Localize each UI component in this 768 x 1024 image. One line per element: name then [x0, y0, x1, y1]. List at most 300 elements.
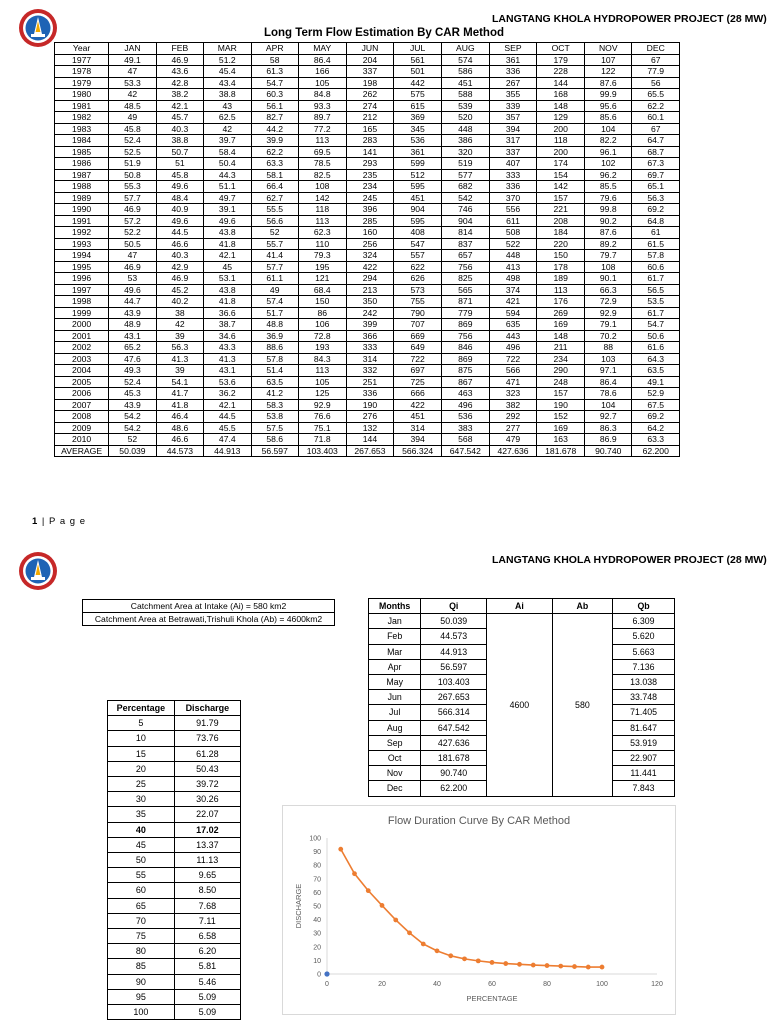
series-line: [341, 849, 602, 967]
table-cell: 615: [394, 100, 442, 112]
discharge-cell: 30.26: [174, 792, 240, 807]
table-cell: 682: [441, 181, 489, 193]
table-cell: 314: [394, 422, 442, 434]
column-header: AUG: [441, 43, 489, 55]
table-cell: 867: [441, 376, 489, 388]
table-cell: 1983: [55, 123, 109, 135]
table-cell: 142: [298, 192, 346, 204]
table-cell: 56.597: [251, 445, 298, 457]
table-cell: 386: [441, 135, 489, 147]
col-percentage: Percentage: [108, 701, 175, 716]
table-row: [55, 77, 680, 89]
table-cell: 104: [585, 399, 632, 411]
table-cell: 520: [441, 112, 489, 124]
table-cell: 39.9: [251, 135, 298, 147]
table-cell: 317: [489, 135, 537, 147]
table-header-row: [369, 599, 675, 614]
table-cell: 54.2: [109, 422, 156, 434]
table-cell: 565: [441, 284, 489, 296]
y-tick-label: 0: [317, 971, 321, 979]
table-cell: 50.8: [109, 169, 156, 181]
percentage-cell: 100: [108, 1005, 175, 1020]
table-cell: 36.9: [251, 330, 298, 342]
table-cell: 566: [489, 365, 537, 377]
table-cell: 421: [489, 296, 537, 308]
table-cell: 44.5: [204, 411, 251, 423]
column-header: MAR: [204, 43, 251, 55]
table-cell: 442: [394, 77, 442, 89]
month-cell: Jul: [369, 705, 421, 720]
table-row: [108, 853, 241, 868]
percentage-cell: 75: [108, 929, 175, 944]
table-cell: 61.3: [251, 66, 298, 78]
table-cell: 86.9: [585, 434, 632, 446]
table-cell: 1995: [55, 261, 109, 273]
table-cell: 86.4: [298, 54, 346, 66]
table-row: [55, 353, 680, 365]
table-row: [108, 883, 241, 898]
table-cell: 69.2: [632, 204, 680, 216]
page-number: 1: [32, 516, 39, 527]
table-cell: 556: [489, 204, 537, 216]
table-cell: 1981: [55, 100, 109, 112]
table-cell: 87.6: [585, 77, 632, 89]
table-cell: 48.6: [156, 422, 203, 434]
origin-point: [324, 971, 329, 976]
table-cell: 43.3: [204, 342, 251, 354]
y-tick-label: 30: [313, 930, 321, 938]
table-cell: 38: [156, 307, 203, 319]
table-cell: 522: [489, 238, 537, 250]
table-cell: 45.2: [156, 284, 203, 296]
table-cell: 566.324: [394, 445, 442, 457]
table-cell: 43.8: [204, 284, 251, 296]
table-cell: 200: [537, 123, 585, 135]
table-cell: 1998: [55, 296, 109, 308]
table-cell: 39.1: [204, 204, 251, 216]
table-cell: 471: [489, 376, 537, 388]
column-header: Year: [55, 43, 109, 55]
table-cell: 635: [489, 319, 537, 331]
table-cell: 46.6: [156, 238, 203, 250]
table-row: [108, 746, 241, 761]
chart-title: Flow Duration Curve By CAR Method: [387, 815, 571, 827]
table-cell: 44.573: [156, 445, 203, 457]
table-cell: 1978: [55, 66, 109, 78]
y-tick-label: 40: [313, 917, 321, 925]
table-cell: 2006: [55, 388, 109, 400]
table-cell: 542: [441, 192, 489, 204]
table-cell: 39: [156, 330, 203, 342]
discharge-cell: 91.79: [174, 716, 240, 731]
table-row: [55, 422, 680, 434]
table-row: [55, 227, 680, 239]
discharge-cell: 5.09: [174, 989, 240, 1004]
table-cell: 320: [441, 146, 489, 158]
table-cell: 53.6: [204, 376, 251, 388]
page-title: Long Term Flow Estimation By CAR Method: [263, 27, 504, 39]
data-point: [545, 963, 550, 968]
table-cell: 43.1: [204, 365, 251, 377]
table-cell: 413: [489, 261, 537, 273]
table-cell: 647.542: [441, 445, 489, 457]
table-cell: 339: [489, 100, 537, 112]
table-row: [55, 146, 680, 158]
table-cell: 46.9: [109, 261, 156, 273]
table-cell: 72.8: [298, 330, 346, 342]
table-cell: 41.2: [251, 388, 298, 400]
chart-svg: [283, 806, 675, 1014]
table-cell: 574: [441, 54, 489, 66]
table-cell: 407: [489, 158, 537, 170]
column-header: NOV: [585, 43, 632, 55]
column-header: DEC: [632, 43, 680, 55]
table-cell: 62.2: [632, 100, 680, 112]
qi-cell: 62.200: [421, 781, 487, 796]
table-cell: 228: [537, 66, 585, 78]
table-cell: 57.5: [251, 422, 298, 434]
table-cell: 2008: [55, 411, 109, 423]
table-cell: 43.9: [109, 399, 156, 411]
table-cell: 118: [537, 135, 585, 147]
table-cell: 61: [632, 227, 680, 239]
ai-value: 4600: [487, 614, 552, 796]
table-cell: 52.4: [109, 135, 156, 147]
table-cell: 63.5: [632, 365, 680, 377]
table-cell: 394: [394, 434, 442, 446]
table-cell: 245: [346, 192, 394, 204]
table-cell: 113: [537, 284, 585, 296]
month-cell: May: [369, 675, 421, 690]
table-cell: 88.6: [251, 342, 298, 354]
table-cell: 108: [298, 181, 346, 193]
discharge-cell: 39.72: [174, 777, 240, 792]
table-cell: 496: [441, 399, 489, 411]
qb-cell: 5.620: [613, 629, 675, 644]
table-row: [108, 974, 241, 989]
discharge-cell: 7.68: [174, 898, 240, 913]
table-cell: 190: [346, 399, 394, 411]
table-cell: 337: [346, 66, 394, 78]
percentage-cell: 65: [108, 898, 175, 913]
x-tick-label: 100: [596, 981, 608, 988]
table-cell: 46.6: [156, 434, 203, 446]
table-cell: 46.4: [156, 411, 203, 423]
qi-cell: 647.542: [421, 720, 487, 735]
table-cell: 2005: [55, 376, 109, 388]
table-cell: 92.9: [585, 307, 632, 319]
table-cell: 366: [346, 330, 394, 342]
table-cell: 622: [394, 261, 442, 273]
table-row: [55, 215, 680, 227]
table-row: [55, 181, 680, 193]
table-cell: 45.3: [109, 388, 156, 400]
data-point: [352, 871, 357, 876]
table-cell: 169: [537, 422, 585, 434]
table-cell: 332: [346, 365, 394, 377]
table-cell: 904: [394, 204, 442, 216]
table-cell: 43.4: [204, 77, 251, 89]
table-cell: 40.3: [156, 250, 203, 262]
table-cell: 53.3: [109, 77, 156, 89]
table-cell: 68.7: [632, 146, 680, 158]
table-cell: 49.1: [632, 376, 680, 388]
table-cell: 129: [537, 112, 585, 124]
table-cell: 211: [537, 342, 585, 354]
y-tick-label: 60: [313, 889, 321, 897]
column-header: APR: [251, 43, 298, 55]
table-cell: 274: [346, 100, 394, 112]
table-cell: 422: [346, 261, 394, 273]
month-cell: Jun: [369, 690, 421, 705]
table-cell: 557: [394, 250, 442, 262]
table-cell: 84.8: [298, 89, 346, 101]
y-tick-label: 90: [313, 849, 321, 857]
table-cell: 56.6: [251, 215, 298, 227]
table-cell: 34.6: [204, 330, 251, 342]
table-cell: 45.4: [204, 66, 251, 78]
table-cell: 41.3: [156, 353, 203, 365]
table-cell: 49.6: [156, 215, 203, 227]
table-cell: 276: [346, 411, 394, 423]
table-cell: 370: [489, 192, 537, 204]
table-row: [55, 204, 680, 216]
table-cell: 152: [537, 411, 585, 423]
table-cell: 56.3: [156, 342, 203, 354]
table-cell: 62.7: [251, 192, 298, 204]
table-cell: 141: [346, 146, 394, 158]
qb-cell: 33.748: [613, 690, 675, 705]
table-cell: 722: [394, 353, 442, 365]
percentage-cell: 95: [108, 989, 175, 1004]
table-cell: 626: [394, 273, 442, 285]
table-row: [55, 330, 680, 342]
table-cell: 190: [537, 399, 585, 411]
data-point: [435, 948, 440, 953]
table-row: [55, 54, 680, 66]
table-cell: 195: [298, 261, 346, 273]
table-header-row: [55, 43, 680, 55]
table-cell: 93.3: [298, 100, 346, 112]
table-row: [55, 261, 680, 273]
month-cell: Apr: [369, 659, 421, 674]
table-cell: 508: [489, 227, 537, 239]
table-cell: 69.5: [298, 146, 346, 158]
percentage-cell: 25: [108, 777, 175, 792]
table-cell: 132: [346, 422, 394, 434]
table-cell: 42: [204, 123, 251, 135]
table-cell: 1993: [55, 238, 109, 250]
table-cell: 200: [537, 146, 585, 158]
table-cell: 262: [346, 89, 394, 101]
table-cell: 55.3: [109, 181, 156, 193]
table-cell: 51.7: [251, 307, 298, 319]
table-cell: 179: [537, 54, 585, 66]
table-cell: 92.7: [585, 411, 632, 423]
table-cell: 113: [298, 215, 346, 227]
table-cell: 333: [489, 169, 537, 181]
table-cell: 43.9: [109, 307, 156, 319]
table-cell: 234: [346, 181, 394, 193]
data-point: [366, 888, 371, 893]
table-cell: 62.5: [204, 112, 251, 124]
table-row: [108, 989, 241, 1004]
table-cell: 208: [537, 215, 585, 227]
table-cell: 422: [394, 399, 442, 411]
table-cell: 64.7: [632, 135, 680, 147]
col-ab: Ab: [552, 599, 612, 614]
discharge-cell: 11.13: [174, 853, 240, 868]
percentage-cell: 60: [108, 883, 175, 898]
table-cell: 333: [346, 342, 394, 354]
project-header: LANGTANG KHOLA HYDROPOWER PROJECT (28 MW): [492, 554, 767, 566]
percentage-cell: 90: [108, 974, 175, 989]
table-row: [55, 284, 680, 296]
table-cell: 1985: [55, 146, 109, 158]
table-cell: 85.6: [585, 112, 632, 124]
month-cell: Mar: [369, 644, 421, 659]
y-tick-label: 80: [313, 862, 321, 870]
table-cell: 110: [298, 238, 346, 250]
table-cell: 62.2: [251, 146, 298, 158]
table-cell: 294: [346, 273, 394, 285]
table-cell: 50.6: [632, 330, 680, 342]
table-cell: 277: [489, 422, 537, 434]
table-cell: 657: [441, 250, 489, 262]
column-header: JAN: [109, 43, 156, 55]
table-cell: 76.6: [298, 411, 346, 423]
table-row: [55, 307, 680, 319]
qb-cell: 71.405: [613, 705, 675, 720]
project-header: LANGTANG KHOLA HYDROPOWER PROJECT (28 MW): [492, 13, 767, 25]
table-cell: 53.8: [251, 411, 298, 423]
table-cell: 42.1: [204, 399, 251, 411]
table-cell: 292: [489, 411, 537, 423]
table-row: [55, 238, 680, 250]
column-header: JUN: [346, 43, 394, 55]
x-tick-label: 40: [433, 981, 441, 988]
table-cell: 54.7: [632, 319, 680, 331]
table-cell: 324: [346, 250, 394, 262]
table-cell: 498: [489, 273, 537, 285]
table-cell: 55.7: [251, 238, 298, 250]
table-cell: 60.3: [251, 89, 298, 101]
table-cell: 41.4: [251, 250, 298, 262]
qi-cell: 90.740: [421, 766, 487, 781]
table-cell: 1986: [55, 158, 109, 170]
table-cell: 577: [441, 169, 489, 181]
table-row: [108, 837, 241, 852]
table-cell: 666: [394, 388, 442, 400]
table-cell: 70.2: [585, 330, 632, 342]
table-cell: 248: [537, 376, 585, 388]
table-cell: 57.7: [251, 261, 298, 273]
data-point: [558, 964, 563, 969]
table-cell: 49: [109, 112, 156, 124]
table-cell: 63.3: [251, 158, 298, 170]
table-cell: 1977: [55, 54, 109, 66]
x-tick-label: 0: [325, 981, 329, 988]
table-cell: 67: [632, 54, 680, 66]
table-cell: 58.4: [204, 146, 251, 158]
table-row: [55, 411, 680, 423]
table-cell: 60.1: [632, 112, 680, 124]
percentage-cell: 10: [108, 731, 175, 746]
table-cell: 39.7: [204, 135, 251, 147]
table-cell: 45.8: [156, 169, 203, 181]
table-cell: 871: [441, 296, 489, 308]
table-cell: 50.4: [204, 158, 251, 170]
table-cell: 869: [441, 319, 489, 331]
table-cell: 61.5: [632, 238, 680, 250]
table-cell: 54.1: [156, 376, 203, 388]
percentage-cell: 85: [108, 959, 175, 974]
table-cell: 336: [346, 388, 394, 400]
table-cell: 40.2: [156, 296, 203, 308]
table-cell: 41.3: [204, 353, 251, 365]
table-cell: 48.5: [109, 100, 156, 112]
table-cell: 84.3: [298, 353, 346, 365]
table-cell: 79.3: [298, 250, 346, 262]
table-cell: 62.200: [632, 445, 680, 457]
table-cell: 57.4: [251, 296, 298, 308]
table-cell: 50.7: [156, 146, 203, 158]
monthly-flow-table: [368, 598, 675, 797]
table-cell: 242: [346, 307, 394, 319]
data-point: [531, 963, 536, 968]
table-row: [108, 913, 241, 928]
average-row: [55, 445, 680, 457]
table-cell: 82.5: [298, 169, 346, 181]
discharge-cell: 6.20: [174, 944, 240, 959]
qb-cell: 81.647: [613, 720, 675, 735]
table-cell: 44.913: [204, 445, 251, 457]
table-cell: 1999: [55, 307, 109, 319]
percentage-cell: 55: [108, 868, 175, 883]
table-row: [55, 250, 680, 262]
table-cell: 46.9: [156, 273, 203, 285]
qb-cell: 53.919: [613, 735, 675, 750]
table-cell: 63.5: [251, 376, 298, 388]
table-cell: 75.1: [298, 422, 346, 434]
table-cell: 157: [537, 192, 585, 204]
table-cell: 49.6: [156, 181, 203, 193]
qb-cell: 7.136: [613, 659, 675, 674]
ab-value: 580: [552, 614, 612, 796]
table-cell: 42.9: [156, 261, 203, 273]
month-cell: Oct: [369, 751, 421, 766]
table-cell: 1979: [55, 77, 109, 89]
percentage-cell: 40: [108, 822, 175, 837]
discharge-cell: 22.07: [174, 807, 240, 822]
data-point: [393, 918, 398, 923]
table-cell: 96.2: [585, 169, 632, 181]
qi-cell: 427.636: [421, 735, 487, 750]
discharge-cell: 17.02: [174, 822, 240, 837]
table-cell: 1991: [55, 215, 109, 227]
data-point: [448, 953, 453, 958]
table-cell: 99.9: [585, 89, 632, 101]
table-cell: 2004: [55, 365, 109, 377]
table-cell: 52: [109, 434, 156, 446]
table-cell: 904: [441, 215, 489, 227]
table-cell: 90.740: [585, 445, 632, 457]
table-row: [55, 100, 680, 112]
qb-cell: 22.907: [613, 751, 675, 766]
table-row: [55, 112, 680, 124]
table-cell: 48.9: [109, 319, 156, 331]
y-tick-label: 20: [313, 944, 321, 952]
